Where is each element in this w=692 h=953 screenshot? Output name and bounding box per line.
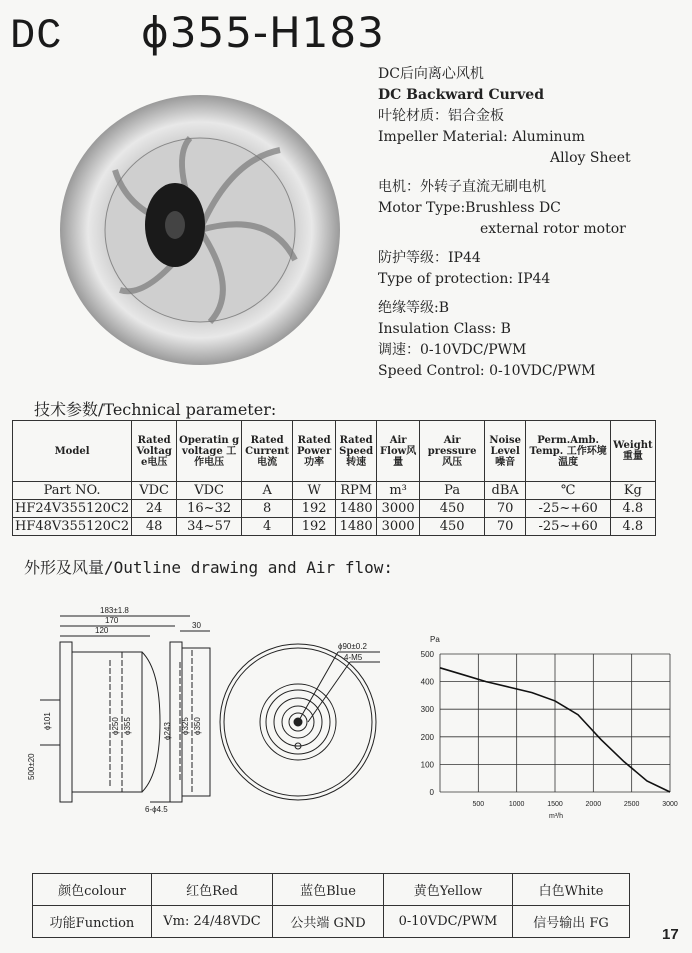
colour-cell: 黄色Yellow [384, 874, 513, 906]
x-tick-label: 1000 [508, 801, 525, 808]
side-view-drawing [40, 616, 210, 802]
colour-cell: 蓝色Blue [273, 874, 384, 906]
colour-cell: 白色White [513, 874, 630, 906]
unit-cell: ℃ [526, 482, 611, 500]
cell: 8 [242, 500, 293, 518]
x-tick-label: 1500 [547, 801, 563, 808]
x-tick-label: 2000 [585, 801, 602, 808]
cell: -25~+60 [526, 518, 611, 536]
outline-title: 外形及风量/Outline drawing and Air flow: [24, 558, 393, 577]
front-view-drawing [220, 644, 380, 800]
dim-30: 30 [192, 621, 201, 630]
dim-325: ϕ325 [181, 717, 190, 735]
x-tick-label: 3000 [662, 801, 678, 808]
cell: 3000 [377, 500, 420, 518]
dim-holes: 6-ϕ4.5 [145, 805, 168, 814]
function-cell: 功能Function [33, 906, 152, 938]
cell: 450 [420, 500, 485, 518]
x-axis-label: m³/h [549, 813, 563, 820]
table-row [13, 500, 656, 518]
x-tick-label: 500 [472, 801, 485, 808]
speed-en: Speed Control: 0-10VDC/PWM [378, 363, 596, 379]
cell: 1480 [336, 518, 377, 536]
dim-183: 183±1.8 [100, 606, 129, 615]
unit-cell: Part NO. [13, 482, 132, 500]
protection-cn: 防护等级：IP44 [378, 250, 481, 266]
insulation-en: Insulation Class: B [378, 321, 511, 337]
dim-120: 120 [95, 626, 109, 635]
cell: 3000 [377, 518, 420, 536]
tech-table [12, 420, 656, 536]
header-cell: Perm.Amb. Temp. 工作环境温度 [526, 421, 611, 482]
function-cell: 0-10VDC/PWM [384, 906, 513, 938]
y-tick-label: 400 [420, 677, 434, 687]
unit-cell: VDC [132, 482, 177, 500]
protection-en: Type of protection: IP44 [378, 271, 551, 287]
y-axis-label: Pa [430, 635, 440, 644]
unit-cell: Pa [420, 482, 485, 500]
cell: 70 [485, 518, 526, 536]
impeller-en-1: Impeller Material: Aluminum [378, 129, 585, 145]
motor-cn: 电机：外转子直流无刷电机 [378, 179, 546, 195]
page-number: 17 [662, 926, 679, 943]
cell: 4.8 [611, 518, 655, 536]
dim-350: ϕ350 [193, 717, 202, 735]
table-row [33, 874, 630, 906]
dim-101: ϕ101 [43, 712, 52, 730]
cell: HF48V355120C2 [13, 518, 132, 536]
unit-cell: A [242, 482, 293, 500]
cell: HF24V355120C2 [13, 500, 132, 518]
drawing-panel [20, 600, 680, 830]
cell: 4.8 [611, 500, 655, 518]
tech-title: 技术参数/Technical parameter: [34, 400, 277, 419]
cell: 450 [420, 518, 485, 536]
table-row [13, 518, 656, 536]
unit-cell: m³ [377, 482, 420, 500]
colour-cell: 颜色colour [33, 874, 152, 906]
page-title [10, 8, 385, 60]
header-cell: Rated Current 电流 [242, 421, 293, 482]
type-en: DC Backward Curved [378, 87, 544, 103]
cell: -25~+60 [526, 500, 611, 518]
y-tick-label: 100 [420, 760, 434, 770]
cell: 48 [132, 518, 177, 536]
unit-cell: W [293, 482, 336, 500]
dim-250: ϕ250 [111, 717, 120, 735]
fan-image [40, 60, 380, 400]
y-tick-label: 0 [429, 788, 434, 797]
motor-en-1: Motor Type:Brushless DC [378, 200, 561, 216]
dim-m5: 4-M5 [344, 653, 363, 662]
spec-list [378, 64, 631, 382]
impeller-en-2: Alloy Sheet [550, 150, 631, 166]
function-cell: Vm: 24/48VDC [152, 906, 273, 938]
header-cell: Rated Power 功率 [293, 421, 336, 482]
header-cell: Rated Speed 转速 [336, 421, 377, 482]
cell: 192 [293, 518, 336, 536]
cell: 4 [242, 518, 293, 536]
colour-table [32, 873, 630, 938]
header-cell: Air pressure 风压 [420, 421, 485, 482]
cell: 192 [293, 500, 336, 518]
speed-cn: 调速：0-10VDC/PWM [378, 342, 527, 358]
cell: 34~57 [177, 518, 242, 536]
table-row [33, 906, 630, 938]
unit-cell: dBA [485, 482, 526, 500]
header-cell: Rated Voltag e电压 [132, 421, 177, 482]
function-cell: 公共端 GND [273, 906, 384, 938]
dim-170: 170 [105, 616, 119, 625]
y-tick-label: 500 [420, 650, 434, 659]
x-tick-label: 2500 [623, 801, 640, 808]
header-cell: Weight 重量 [611, 421, 655, 482]
dim-90: ϕ90±0.2 [338, 642, 367, 651]
unit-cell: RPM [336, 482, 377, 500]
title-model: ϕ355-H183 [141, 8, 385, 57]
cell: 1480 [336, 500, 377, 518]
header-cell: Model [13, 421, 132, 482]
insulation-cn: 绝缘等级:B [378, 300, 450, 316]
dim-500: 500±20 [27, 753, 36, 780]
airflow-chart [421, 635, 678, 820]
unit-cell: Kg [611, 482, 655, 500]
title-prefix: DC [10, 12, 63, 60]
cell: 70 [485, 500, 526, 518]
dim-243: ϕ243 [163, 722, 172, 740]
impeller-cn: 叶轮材质：铝合金板 [378, 108, 504, 124]
unit-cell: VDC [177, 482, 242, 500]
dim-355: ϕ355 [123, 717, 132, 735]
cell: 16~32 [177, 500, 242, 518]
type-cn: DC后向离心风机 [378, 66, 484, 82]
motor-en-2: external rotor motor [480, 221, 626, 237]
y-tick-label: 200 [420, 732, 434, 742]
colour-cell: 红色Red [152, 874, 273, 906]
header-cell: Air Flow风量 [377, 421, 420, 482]
cell: 24 [132, 500, 177, 518]
header-cell: Operatin g voltage 工作电压 [177, 421, 242, 482]
function-cell: 信号输出 FG [513, 906, 630, 938]
y-tick-label: 300 [420, 705, 434, 715]
header-cell: Noise Level 噪音 [485, 421, 526, 482]
